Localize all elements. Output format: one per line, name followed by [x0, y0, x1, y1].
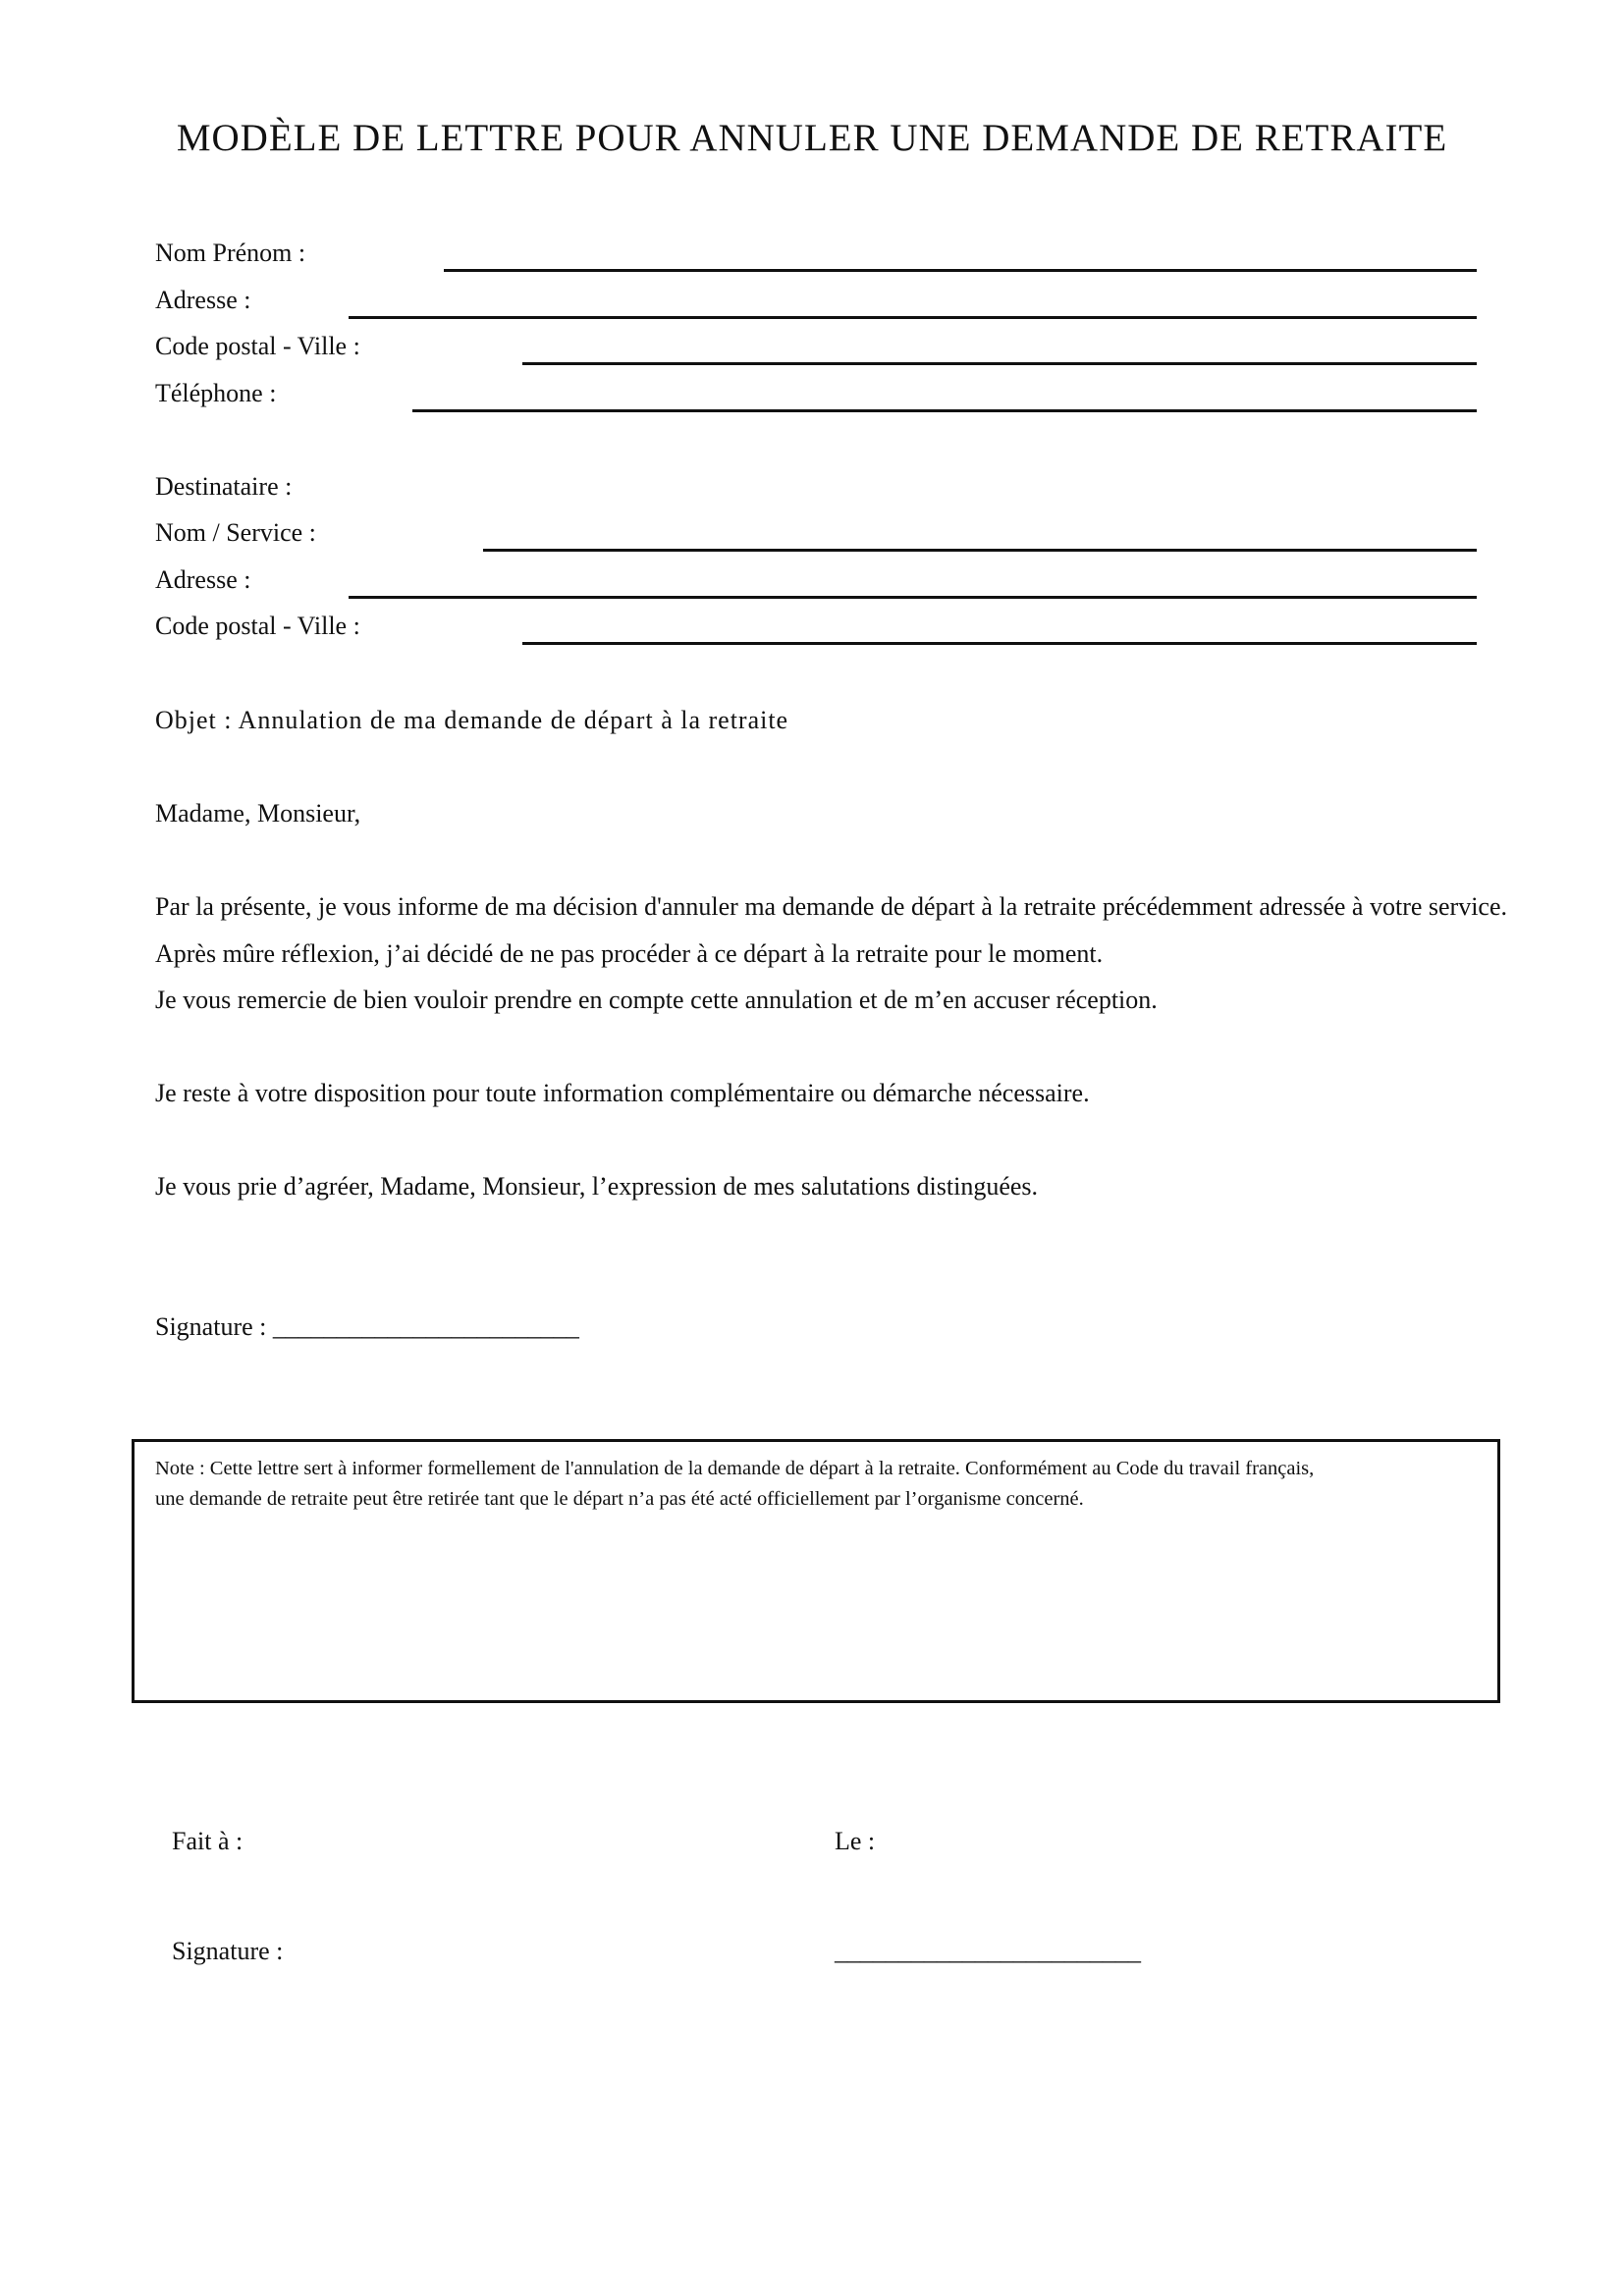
recipient-postal-label: Code postal - Ville :: [155, 612, 360, 640]
signature-line: Signature : ________________________: [155, 1312, 579, 1341]
note-text: [155, 1454, 1314, 1515]
note-box: [132, 1439, 1500, 1703]
date-label: Le :: [835, 1827, 876, 1855]
sender-phone-label: Téléphone :: [155, 379, 277, 407]
body-line-2: Après mûre réflexion, j’ai décidé de ne pas procéder à ce départ à la retraite pour le moment.: [155, 939, 1104, 968]
page-title: MODÈLE DE LETTRE POUR ANNULER UNE DEMANDE DE RETRAITE: [176, 117, 1448, 159]
recipient-name-label: Nom / Service :: [155, 518, 316, 547]
place-label: Fait à :: [172, 1827, 244, 1855]
sender-postal-label: Code postal - Ville :: [155, 332, 360, 360]
sender-address-field[interactable]: [349, 316, 1477, 319]
note-line-2: une demande de retraite peut être retirée tant que le départ n’a pas été acté officiellement par l’organisme concerné.: [155, 1488, 1084, 1510]
sender-name-label: Nom Prénom :: [155, 239, 306, 267]
body-line-1: Par la présente, je vous informe de ma décision d'annuler ma demande de départ à la retraite précédemment adressée à votre service.: [155, 892, 1508, 921]
note-line-1: Note : Cette lettre sert à informer formellement de l'annulation de la demande de départ à la retraite. Conformément au Code du travail français,: [155, 1458, 1315, 1479]
footer-signature-label: Signature :: [172, 1937, 284, 1965]
sender-postal-field[interactable]: [522, 362, 1477, 365]
closing-formula: Je vous prie d’agréer, Madame, Monsieur, l’expression de mes salutations distinguées.: [155, 1172, 1039, 1201]
sender-name-field[interactable]: [444, 269, 1477, 272]
sender-phone-field[interactable]: [412, 409, 1477, 412]
recipient-postal-field[interactable]: [522, 642, 1477, 645]
subject-line: Objet : Annulation de ma demande de départ à la retraite: [155, 706, 789, 734]
recipient-address-label: Adresse :: [155, 565, 251, 594]
footer-signature-blank[interactable]: ________________________: [835, 1937, 1141, 1965]
availability-paragraph: Je reste à votre disposition pour toute information complémentaire ou démarche nécessaire.: [155, 1079, 1090, 1107]
body-line-3: Je vous remercie de bien vouloir prendre en compte cette annulation et de m’en accuser réception.: [155, 986, 1158, 1014]
recipient-address-field[interactable]: [349, 596, 1477, 599]
salutation: Madame, Monsieur,: [155, 799, 361, 828]
recipient-name-field[interactable]: [483, 549, 1477, 552]
sender-address-label: Adresse :: [155, 286, 251, 314]
recipient-heading: Destinataire :: [155, 472, 293, 501]
